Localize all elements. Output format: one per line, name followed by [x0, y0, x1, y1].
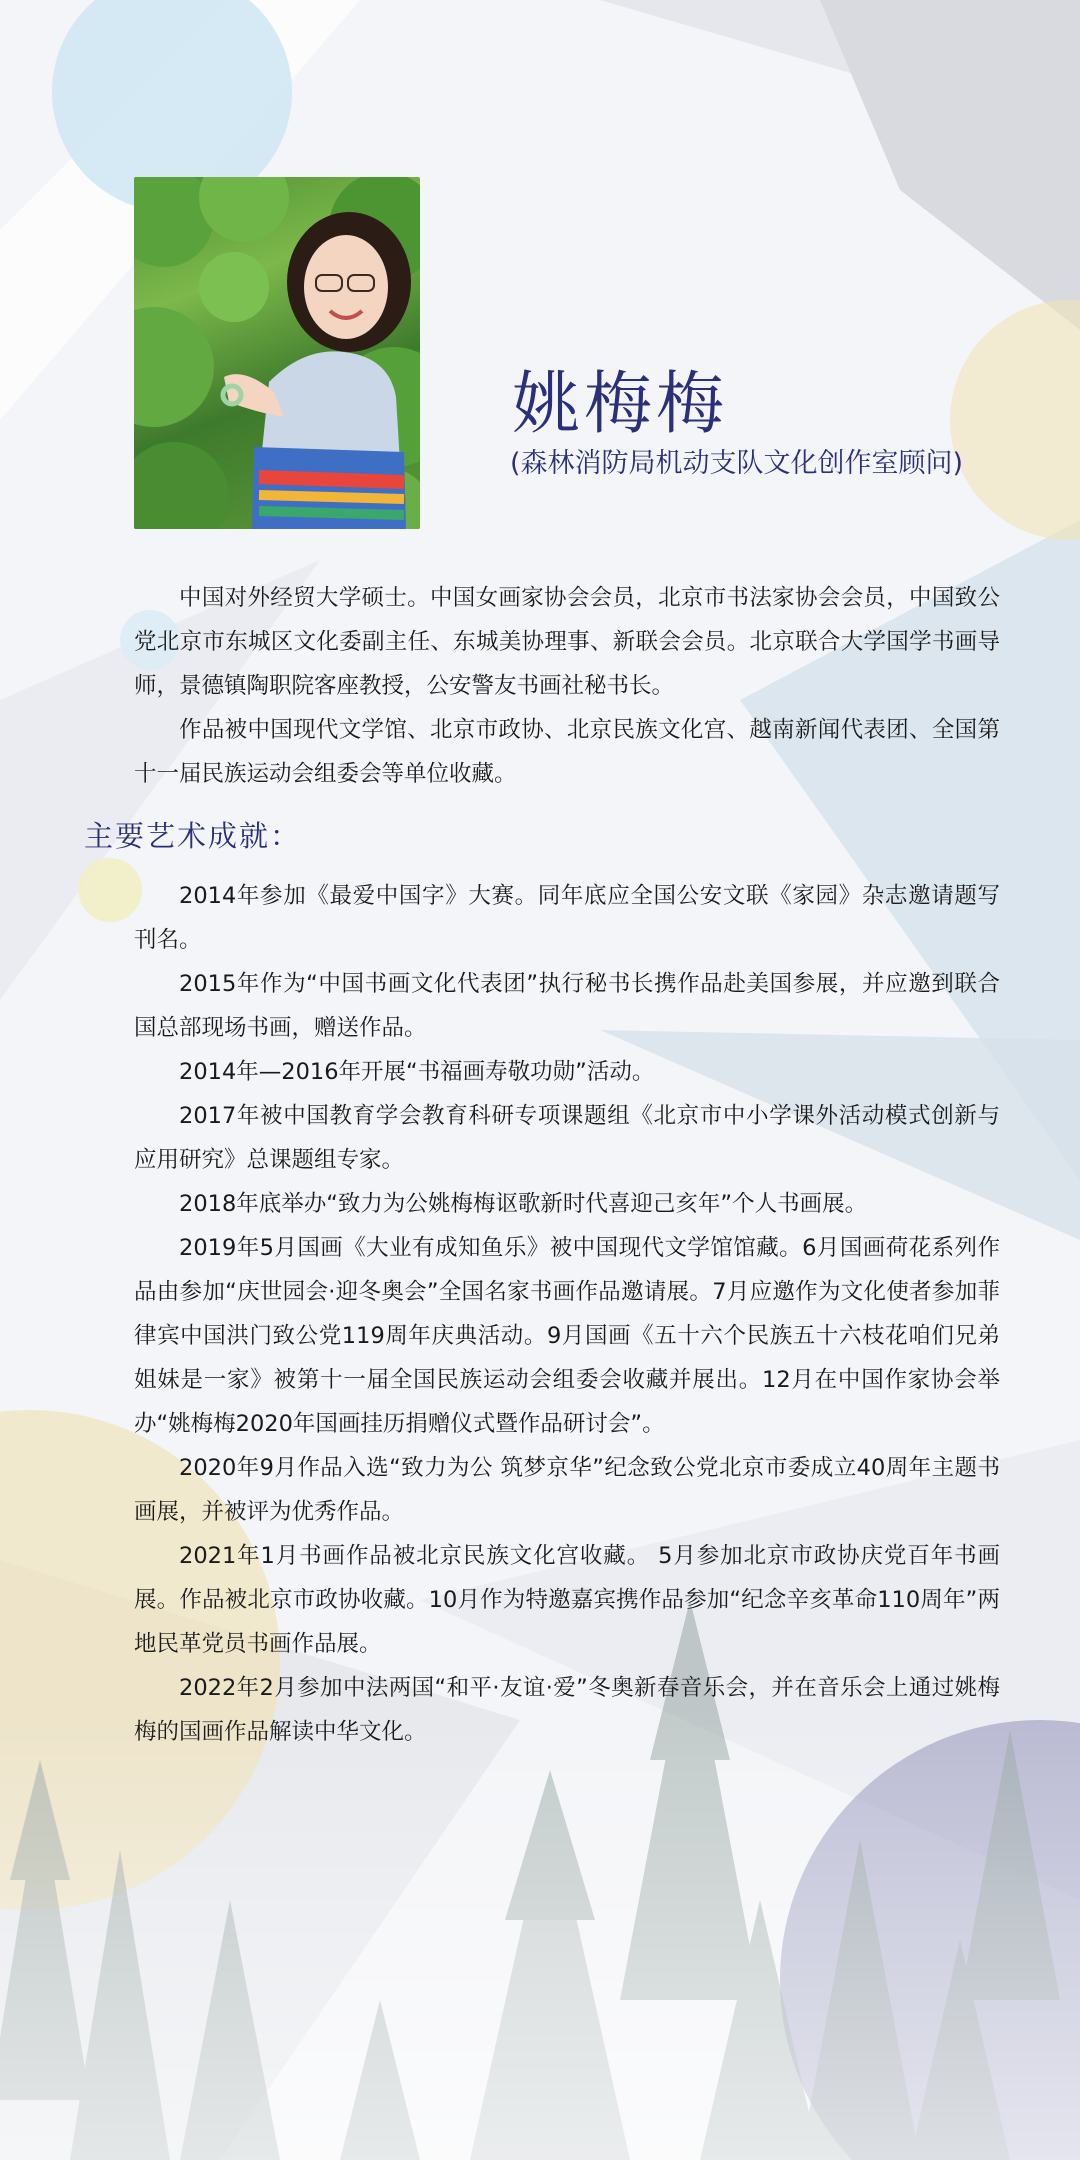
achievement-item: 2018年底举办“致力为公姚梅梅讴歌新时代喜迎己亥年”个人书画展。 — [179, 1191, 868, 1217]
bio-paragraph: 中国对外经贸大学硕士。中国女画家协会会员，北京市书法家协会会员，中国致公党北京市东城区文化委副主任、东城美协理事、新联会会员。北京联合大学国学书画导师，景德镇陶职院客座教授，公安警友书画社秘书长。 — [134, 585, 1000, 699]
achievement-item: 2015年作为“中国书画文化代表团”执行秘书长携作品赴美国参展，并应邀到联合国总部现场书画，赠送作品。 — [134, 971, 1000, 1041]
achievement-item: 2014年参加《最爱中国字》大赛。同年底应全国公安文联《家园》杂志邀请题写刊名。 — [134, 883, 1000, 953]
person-title: (森林消防局机动支队文化创作室顾问) — [510, 448, 964, 479]
achievements-list — [134, 874, 1000, 1754]
achievements-heading: 主要艺术成就： — [84, 819, 302, 853]
achievement-item: 2019年5月国画《大业有成知鱼乐》被中国现代文学馆馆藏。6月国画荷花系列作品由参加“庆世园会·迎冬奥会”全国名家书画作品邀请展。7月应邀作为文化使者参加菲律宾中国洪门致公党119周年庆典活动。9月国画《五十六个民族五十六枝花咱们兄弟姐妹是一家》被第十一届全国民族运动会组委会收藏并展出。12月在中国作家协会举办“姚梅梅2020年国画挂历捐赠仪式暨作品研讨会”。 — [134, 1235, 1000, 1437]
achievement-item: 2017年被中国教育学会教育科研专项课题组《北京市中小学课外活动模式创新与应用研究》总课题组专家。 — [134, 1103, 1000, 1173]
achievement-item: 2022年2月参加中法两国“和平·友谊·爱”冬奥新春音乐会，并在音乐会上通过姚梅梅的国画作品解读中华文化。 — [134, 1675, 1000, 1745]
achievement-item: 2014年—2016年开展“书福画寿敬功勋”活动。 — [179, 1059, 655, 1085]
person-name: 姚梅梅 — [512, 365, 729, 444]
achievement-item: 2020年9月作品入选“致力为公 筑梦京华”纪念致公党北京市委成立40周年主题书画展，并被评为优秀作品。 — [134, 1455, 1000, 1525]
portrait-image — [134, 177, 420, 529]
bio-paragraph: 作品被中国现代文学馆、北京市政协、北京民族文化宫、越南新闻代表团、全国第十一届民族运动会组委会等单位收藏。 — [134, 717, 1000, 787]
portrait-photo — [134, 177, 420, 529]
achievement-item: 2021年1月书画作品被北京民族文化宫收藏。 5月参加北京市政协庆党百年书画展。作品被北京市政协收藏。10月作为特邀嘉宾携作品参加“纪念辛亥革命110周年”两地民革党员书画作品展。 — [134, 1543, 1000, 1657]
biography — [134, 576, 1000, 796]
